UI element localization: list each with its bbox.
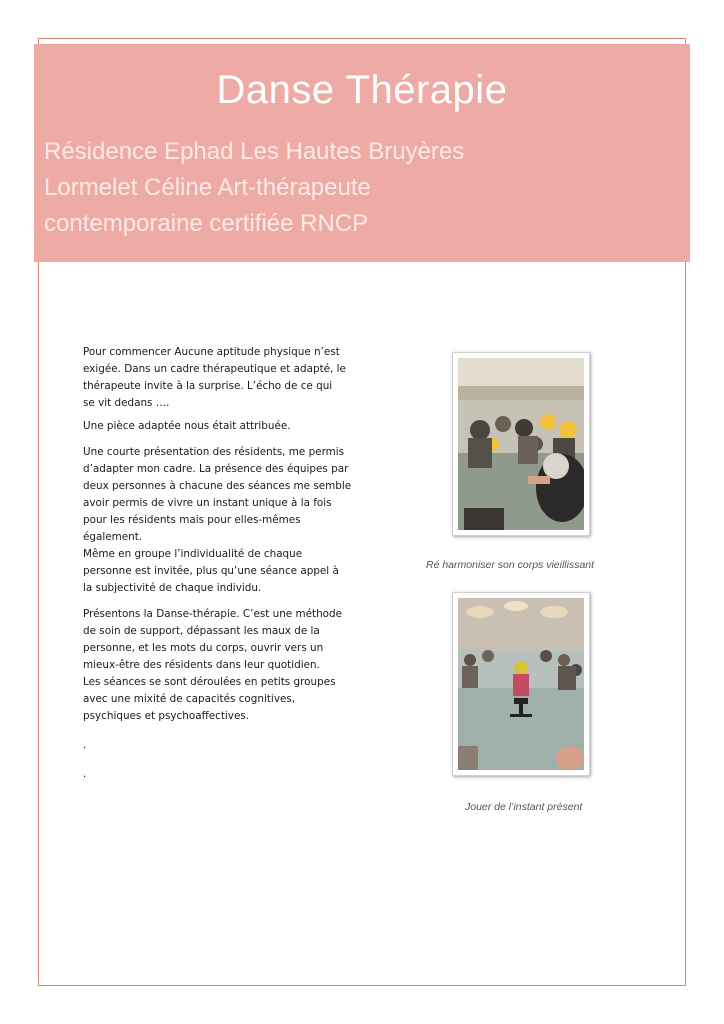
header-subtitle — [44, 134, 684, 242]
photo-session-1 — [452, 352, 590, 536]
paragraph-presentation: Une courte présentation des résidents, me permis d’adapter mon cadre. La présence des équipes par deux personnes à chacune des séances me semble avoir permis de vivre un instant unique à la fois pour les résidents mais pour elles-mêmes également. Même en groupe l’individualité de chaque personne est invitée, plus qu’une séance appel à la subjectivité de chaque individu. — [83, 446, 352, 594]
body-text — [83, 344, 383, 783]
dot-mark: . — [83, 768, 87, 780]
photo-image — [458, 358, 584, 530]
page-title: Danse Thérapie — [216, 68, 508, 112]
dot-mark: . — [83, 739, 87, 751]
paragraph-intro: Pour commencer Aucune aptitude physique n’est exigée. Dans un cadre thérapeutique et adapté, le thérapeute invite à la surprise. L’écho de ce qui se vit dedans …. — [83, 346, 346, 409]
header-banner — [34, 44, 690, 262]
paragraph-room: Une pièce adaptée nous était attribuée. — [83, 420, 291, 432]
photo-caption: Ré harmoniser son corps vieillissant — [426, 559, 595, 571]
photo-caption: Jouer de l’instant présent — [465, 801, 583, 813]
paragraph-method: Présentons la Danse-thérapie. C’est une méthode de soin de support, dépassant les maux de la personne, et les mots du corps, ouvrir vers un mieux-être des résidents dans leur quotidien. Les séances se sont déroulées en petits groupes avec une mixité de capacités cognitives, psychiques et psychoaffectives. — [83, 608, 343, 722]
photo-session-2 — [452, 592, 590, 776]
header-line: Lormelet Céline Art-thérapeute — [44, 174, 371, 201]
header-line: contemporaine certifiée RNCP — [44, 210, 369, 237]
header-line: Résidence Ephad Les Hautes Bruyères — [44, 138, 465, 165]
photo-image — [458, 598, 584, 770]
